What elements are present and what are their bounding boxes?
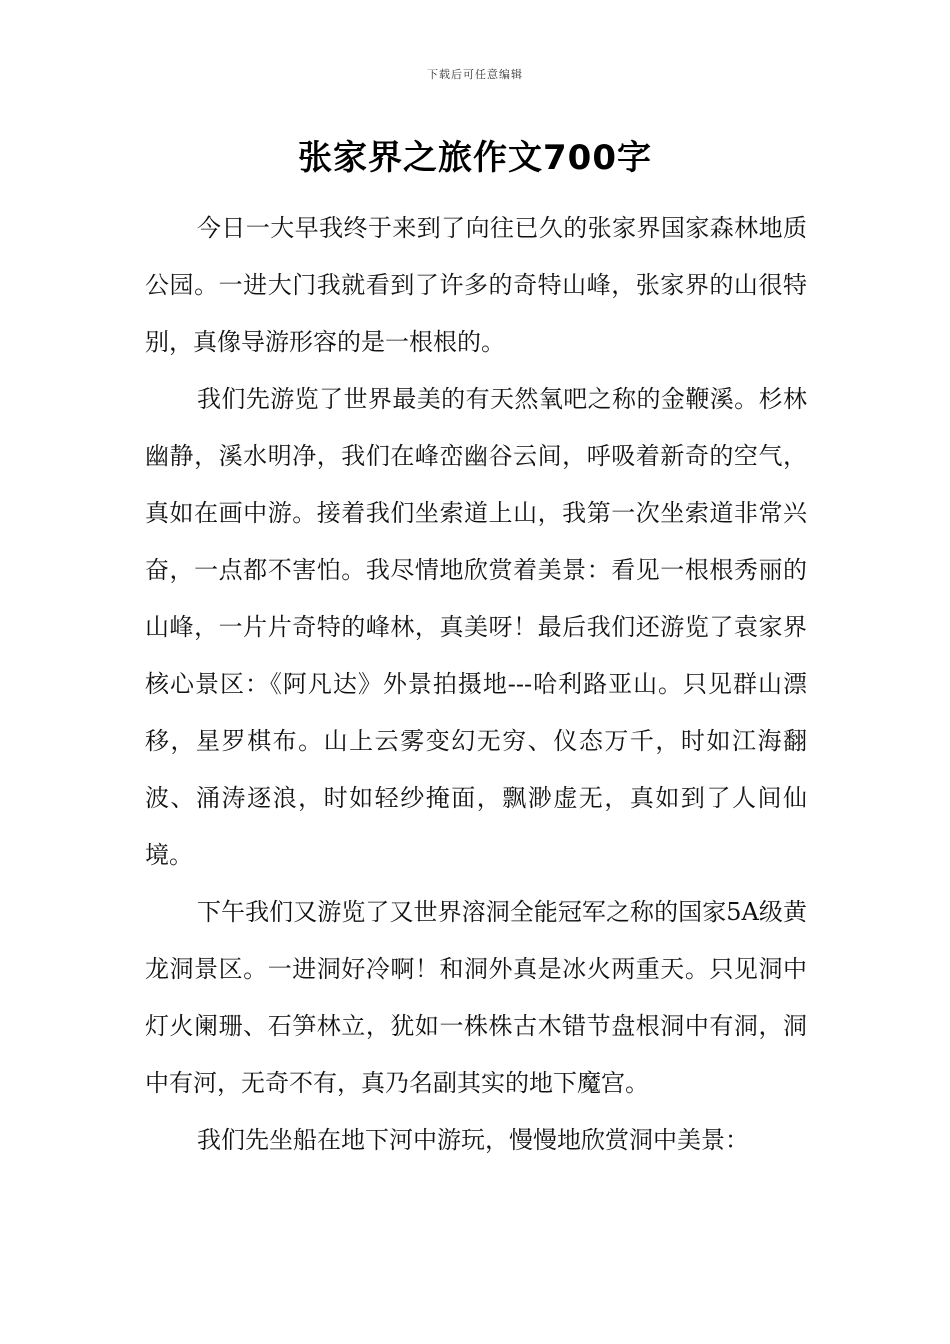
header-note: 下载后可任意编辑 [427,68,523,81]
document-body [145,200,807,1169]
document-title: 张家界之旅作文700字 [298,138,652,178]
paragraph-4: 我们先坐船在地下河中游玩，慢慢地欣赏洞中美景： [197,1126,749,1154]
paragraph-3: 下午我们又游览了又世界溶洞全能冠军之称的国家5A级黄龙洞景区。一进洞好冷啊！和洞外真是冰火两重天。只见洞中灯火阑珊、石笋林立，犹如一株株古木错节盘根洞中有洞，洞中有河，无奇不有，真乃名副其实的地下魔宫。 [145,898,807,1097]
paragraph-2: 我们先游览了世界最美的有天然氧吧之称的金鞭溪。杉林幽静，溪水明净，我们在峰峦幽谷云间，呼吸着新奇的空气，真如在画中游。接着我们坐索道上山，我第一次坐索道非常兴奋，一点都不害怕。我尽情地欣赏着美景：看见一根根秀丽的山峰，一片片奇特的峰林，真美呀！最后我们还游览了袁家界核心景区：《阿凡达》外景拍摄地---哈利路亚山。只见群山漂移，星罗棋布。山上云雾变幻无穷、仪态万千，时如江海翻波、涌涛逐浪，时如轻纱掩面，飘渺虚无，真如到了人间仙境。 [145,385,807,869]
paragraph-1: 今日一大早我终于来到了向往已久的张家界国家森林地质公园。一进大门我就看到了许多的奇特山峰，张家界的山很特别，真像导游形容的是一根根的。 [145,214,807,356]
